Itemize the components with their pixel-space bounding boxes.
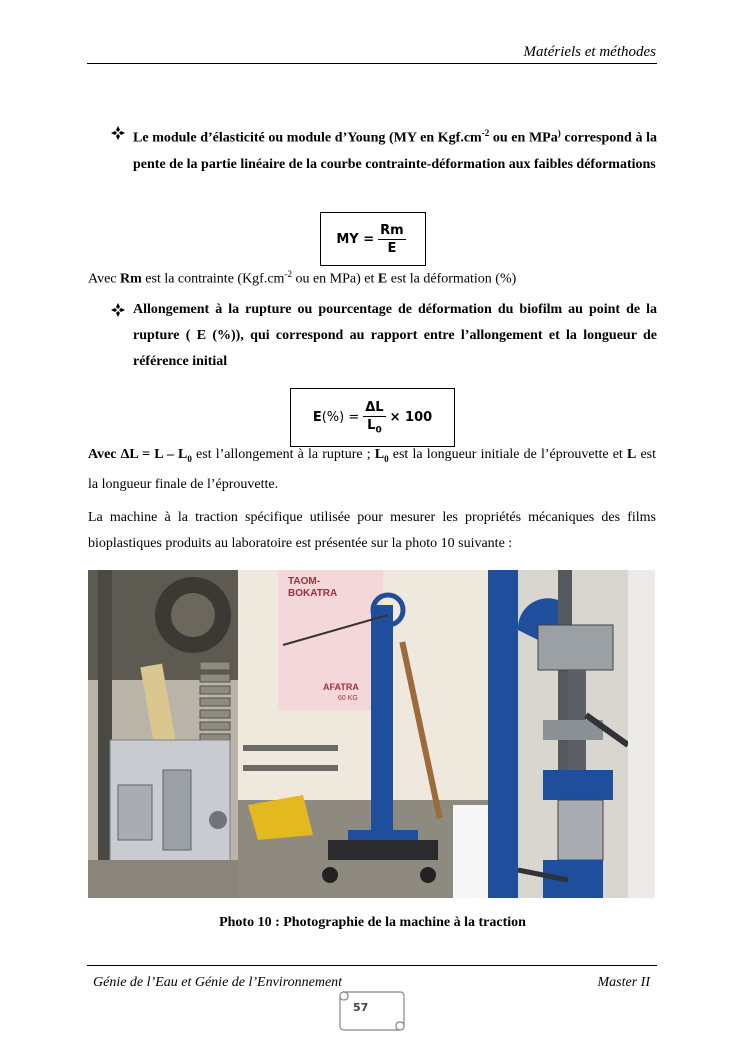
bullet1-sup: -2 (481, 128, 490, 138)
formula-young (321, 213, 425, 265)
photo-caption: Photo 10 : Photographie de la machine à la traction (219, 915, 526, 930)
photo-panel-jaw (488, 570, 655, 898)
formula-elongation (291, 389, 454, 446)
formula1-denominator: E (387, 240, 397, 256)
formula2-den-main: L (367, 417, 376, 433)
poster-text-4: 60 KG (338, 695, 358, 702)
avec1-t3: ou en MPa) et (291, 271, 378, 287)
bullet-young-modulus (111, 120, 657, 178)
diamond-bullet-icon (111, 297, 125, 323)
avec1-sup: -2 (284, 269, 292, 279)
avec2-t3: est la longueur finale de l’éprouvette. (88, 447, 656, 492)
formula-young-box (320, 212, 426, 266)
formula2-lhs-normal: (%) = (321, 410, 360, 425)
formula1-lhs: MY = (336, 231, 375, 247)
avec2-l0: L (374, 447, 385, 462)
footer-program: Génie de l’Eau et Génie de l’Environnement (93, 975, 343, 990)
avec1-t2: est la contrainte (Kgf.cm (141, 271, 285, 287)
diamond-bullet-icon (111, 120, 125, 146)
formula1-numerator: Rm (380, 222, 404, 238)
photo-panel-grips (88, 570, 238, 898)
definition-delta-l (88, 442, 656, 498)
bullet1-sup2: ) (557, 128, 561, 138)
footer-rule (87, 965, 657, 966)
traction-machine-photo (88, 570, 655, 898)
header-rule (87, 63, 657, 64)
formula2-den-sub: 0 (375, 425, 382, 436)
avec1-t1: Avec (88, 271, 120, 287)
formula2-numerator: ΔL (365, 399, 384, 415)
poster-text-1: TAOM- (288, 576, 321, 587)
formula2-rhs: × 100 (389, 410, 433, 425)
page-number: 57 (353, 1001, 369, 1014)
formula-elongation-box (290, 388, 455, 447)
poster-text-3: AFATRA (323, 682, 359, 692)
avec1-e: E (377, 271, 388, 287)
avec2-sub1: 0 (187, 453, 192, 464)
avec2-l: L (626, 447, 637, 462)
bullet-elongation (111, 297, 657, 375)
formula2-lhs-bold: E (312, 410, 322, 425)
bullet1-text-b: ou en MPa (489, 130, 558, 146)
avec2-delta-l: Avec ΔL = L – L (88, 447, 188, 462)
bullet1-text-c: correspond à la pente de la partie linéaire de la courbe contrainte-déformation aux faibles déformations (133, 130, 657, 172)
avec2-sub2: 0 (384, 453, 389, 464)
avec2-t1: est l’allongement à la rupture ; (191, 447, 375, 462)
footer-degree: Master II (597, 975, 650, 990)
running-header-title: Matériels et méthodes (523, 44, 656, 60)
photo-panel-machine (238, 570, 488, 898)
bullet2-text: Allongement à la rupture ou pourcentage de déformation du biofilm au point de la rupture ( E (%)), qui correspond au rapport entre l’allongement et la longueur de référence initial (133, 302, 657, 369)
scroll-page-ornament-icon (336, 986, 408, 1032)
bullet1-text-a: Le module d’élasticité ou module d’Young (MY en Kgf.cm (133, 130, 482, 146)
avec1-t4: est la déformation (%) (387, 271, 517, 287)
definition-rm-e (88, 261, 656, 293)
avec1-rm: Rm (120, 271, 142, 287)
avec2-t2: est la longueur initiale de l’éprouvette et (388, 447, 627, 462)
machine-paragraph: La machine à la traction spécifique utilisée pour mesurer les propriétés mécaniques des films bioplastiques produits au laboratoire est présentée sur la photo 10 suivante : (88, 510, 656, 551)
traction-machine-photo-illustration (88, 570, 655, 898)
poster-text-2: BOKATRA (288, 588, 338, 599)
